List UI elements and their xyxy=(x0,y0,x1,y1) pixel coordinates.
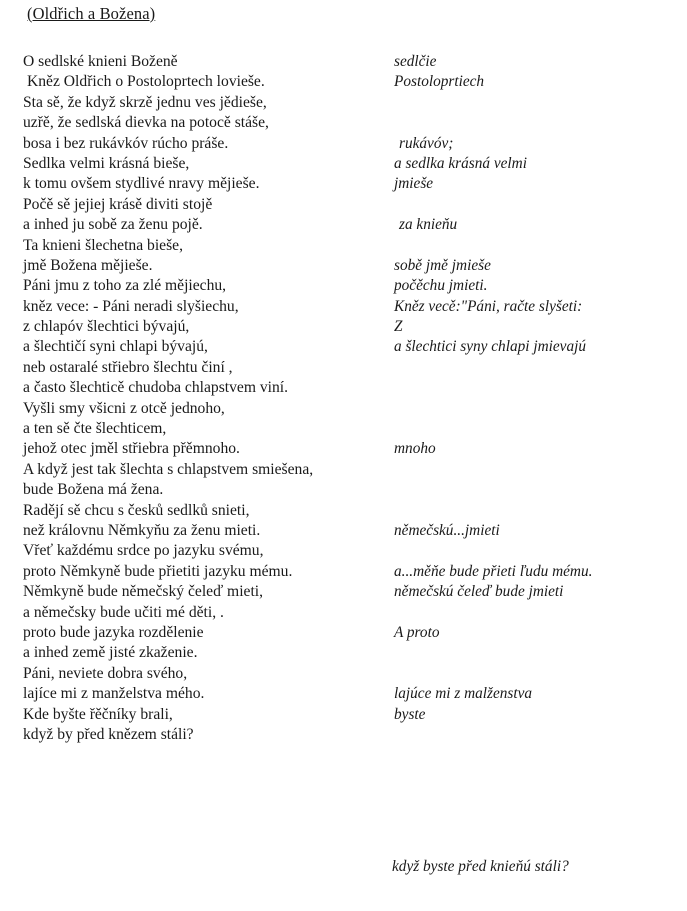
variant-note: sobě jmě jmieše xyxy=(394,256,491,274)
final-variant-note: když byste před knieňú stáli? xyxy=(392,858,569,875)
poem-line: jmě Božena mějieše. xyxy=(23,256,153,274)
variant-note xyxy=(394,113,684,133)
poem-line: Kněz Oldřich o Postoloprtech loviešе. xyxy=(27,73,265,91)
variant-note: rukávóv; xyxy=(399,134,454,152)
poem-line: a němečsky bude učiti mé děti, . xyxy=(23,603,224,621)
variant-note xyxy=(394,419,684,439)
variant-note: lajúce mi z malženstva xyxy=(394,685,533,703)
poem-line: a šlechtičí syni chlapi bývajú, xyxy=(23,338,208,356)
variant-note xyxy=(394,725,684,745)
poem-line: k tomu ovšem stydlivé nravy mějieše. xyxy=(23,175,260,193)
poem-line: O sedlské knieni Boženě xyxy=(23,53,178,70)
poem-line: a inhed země jisté zkaženie. xyxy=(23,644,198,662)
variant-note xyxy=(394,480,684,500)
variant-note: A proto xyxy=(394,623,440,641)
document-title: (Oldřich a Božena) xyxy=(27,4,156,23)
variant-note xyxy=(394,236,684,256)
variant-note xyxy=(394,358,684,378)
poem-text-column xyxy=(23,52,398,745)
poem-line: bosa i bez rukávkóv rúcho práše. xyxy=(23,134,229,152)
poem-line: proto bude jazyka rozdělenie xyxy=(23,623,204,641)
poem-line: Počě sě jejiej krásě diviti stojě xyxy=(23,195,213,213)
variant-note xyxy=(394,399,684,419)
poem-line: Radějí sě chcu s česků sedlků snieti, xyxy=(23,501,250,519)
variant-note: jmieše xyxy=(394,175,434,193)
poem-line: a ten sě čte šlechticem, xyxy=(23,420,167,438)
variant-note xyxy=(394,643,684,663)
variant-note: počěchu jmieti. xyxy=(394,277,488,295)
variant-note xyxy=(394,195,684,215)
variant-note: sedlčie xyxy=(394,53,437,70)
poem-line: Sedlka velmi krásná bieše, xyxy=(23,154,190,172)
poem-line: Ta knieni šlechetna bieše, xyxy=(23,236,183,254)
poem-line: bude Božena má žena. xyxy=(23,481,164,499)
variant-note: němečskú...jmieti xyxy=(394,521,500,539)
variant-note: Postoloprtiech xyxy=(394,73,485,91)
variant-readings-column xyxy=(394,52,684,745)
poem-line: Páni, neviete dobra svého, xyxy=(23,664,188,682)
poem-line: a často šlechticě chudoba chlapstvem viní. xyxy=(23,379,289,397)
poem-line: když by před knězem stáli? xyxy=(23,725,194,743)
poem-line: proto Němkyně bude přietiti jazyku mému. xyxy=(23,562,293,580)
poem-line: lajíce mi z manželstva mého. xyxy=(23,685,205,703)
variant-note xyxy=(394,93,684,113)
variant-note xyxy=(394,603,684,623)
variant-note: Kněz vecě:"Páni, račte slyšeti: xyxy=(394,297,583,315)
poem-line: Sta sě, že když skrzě jednu ves jědieše, xyxy=(23,93,267,111)
variant-note xyxy=(394,664,684,684)
poem-line: než královnu Němkyňu za ženu mieti. xyxy=(23,521,261,539)
variant-note: byste xyxy=(394,705,426,723)
variant-note: a...měňe bude přieti ľudu mému. xyxy=(394,562,593,580)
poem-line: Vřeť každému srdce po jazyku svému, xyxy=(23,542,264,560)
poem-line: kněz vece: - Páni neradi slyšiechu, xyxy=(23,297,239,315)
poem-line: A když jest tak šlechta s chlapstvem smiešena, xyxy=(23,460,314,478)
variant-note xyxy=(394,460,684,480)
poem-line: uzřě, že sedlská dievka na potocě stáše, xyxy=(23,114,269,132)
poem-line: jehož otec jměl střiebra přěmnoho. xyxy=(23,440,240,458)
poem-line: a inhed ju sobě za ženu pojě. xyxy=(23,216,203,234)
variant-note: a sedlka krásná velmi xyxy=(394,154,527,172)
variant-note: němečskú čeleď bude jmieti xyxy=(394,583,564,601)
variant-note: a šlechtici syny chlapi jmievajú xyxy=(394,338,587,356)
poem-line: Páni jmu z toho za zlé mějiechu, xyxy=(23,277,227,295)
poem-line: Němkyně bude němečský čeleď mieti, xyxy=(23,583,264,601)
poem-line: z chlapóv šlechtici bývajú, xyxy=(23,318,190,336)
poem-line: Vyšli smy všicni z otcě jednoho, xyxy=(23,399,225,417)
variant-note xyxy=(394,501,684,521)
poem-line: neb ostaralé střiebro šlechtu činí , xyxy=(23,358,233,376)
variant-note: mnoho xyxy=(394,440,436,458)
variant-note xyxy=(394,541,684,561)
variant-note xyxy=(394,378,684,398)
variant-note: za knieňu xyxy=(399,216,458,234)
poem-line: Kde byšte řěčníky brali, xyxy=(23,705,173,723)
variant-note: Z xyxy=(394,318,403,336)
